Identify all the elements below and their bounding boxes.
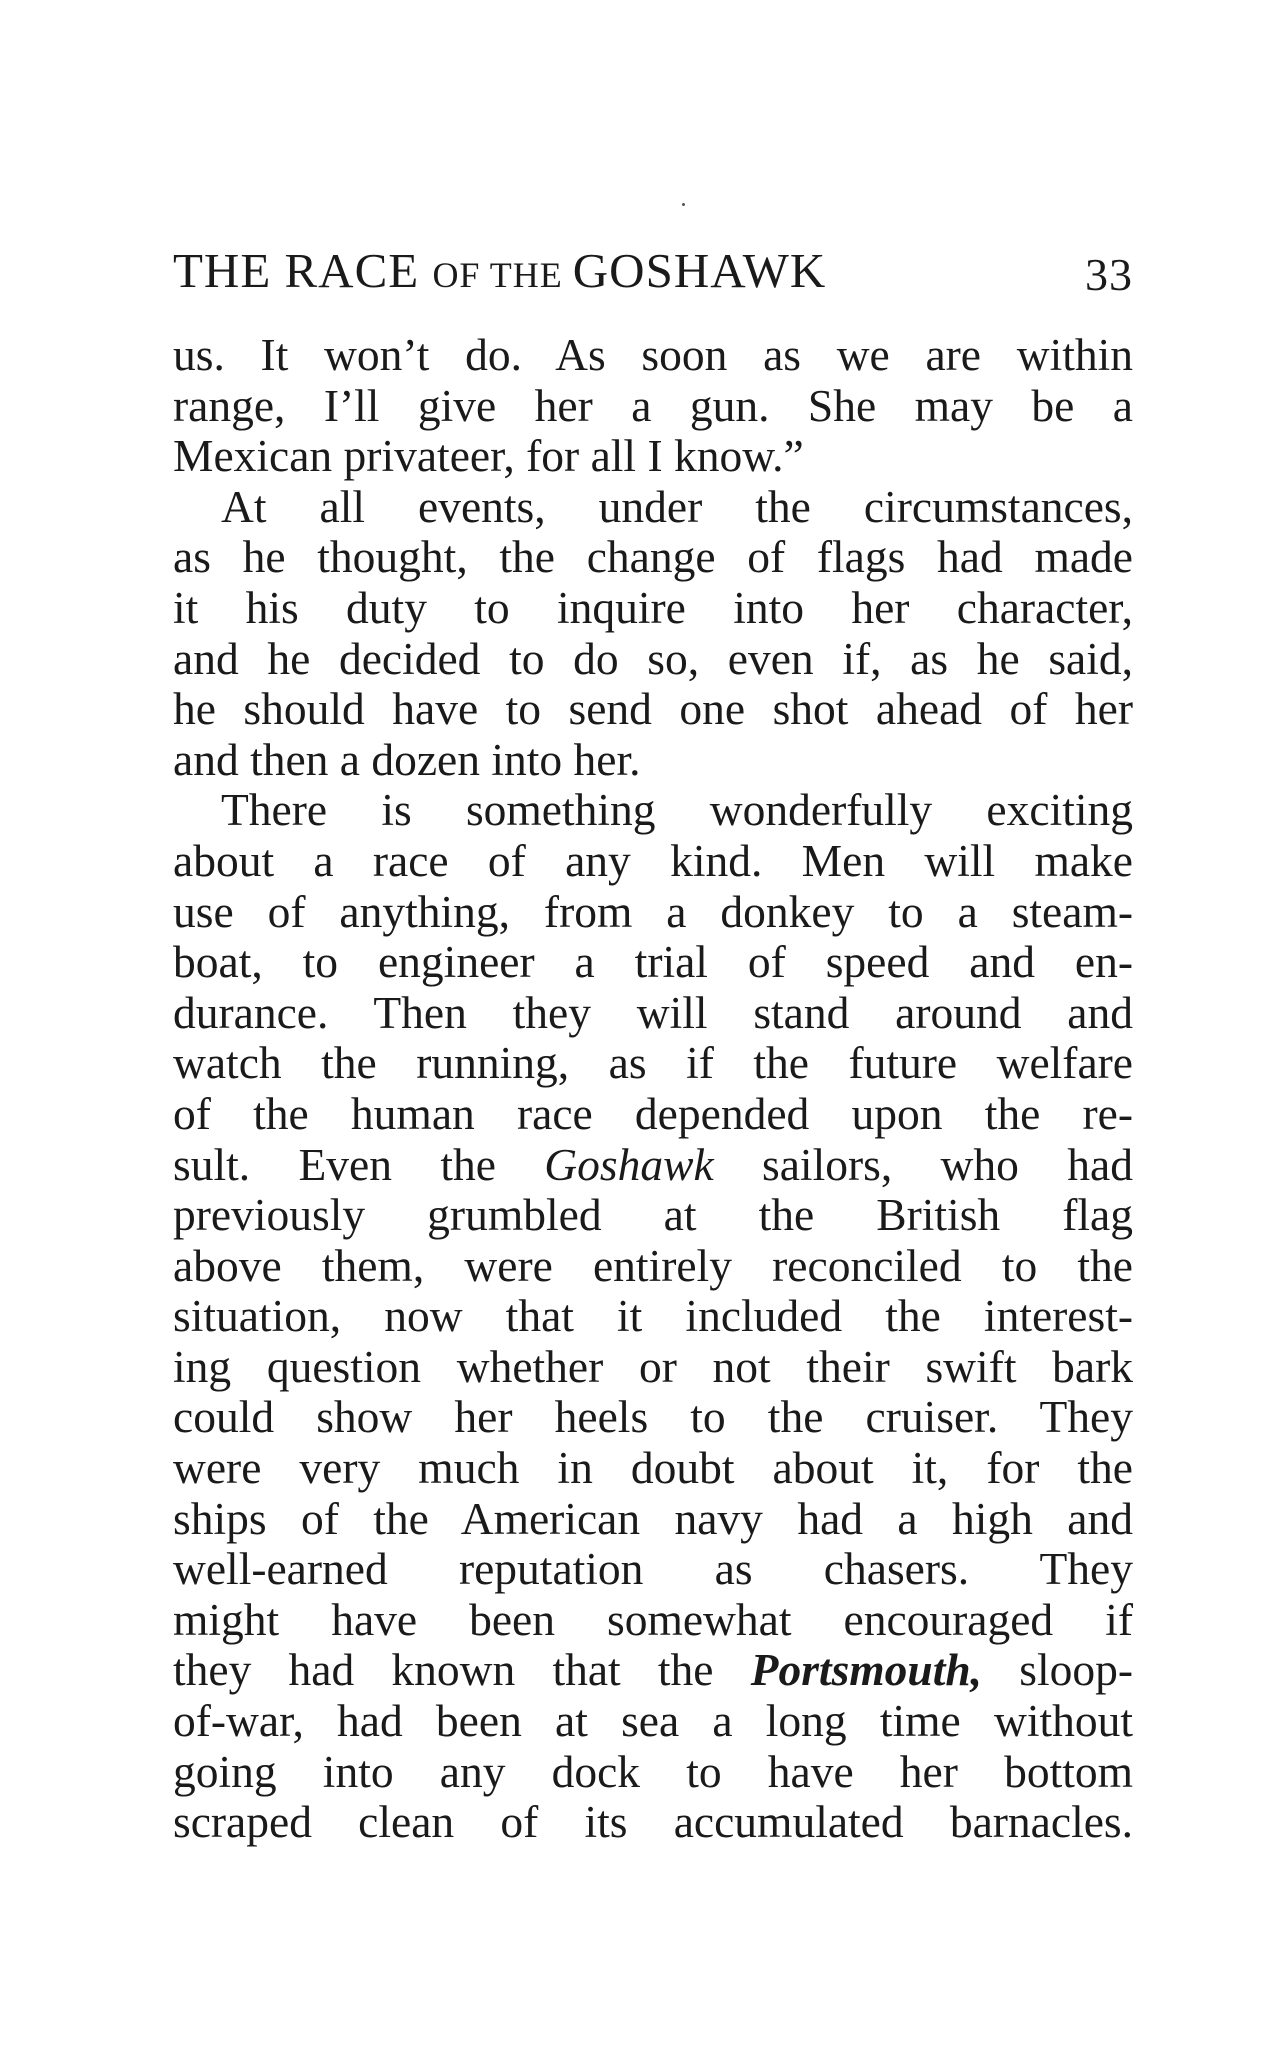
running-title-small-caps: OF THE (432, 255, 573, 295)
text-line: ing question whether or not their swift bark (173, 1340, 1133, 1392)
text-line: it his duty to inquire into her character, (173, 581, 1133, 633)
text-line: us. It won’t do. As soon as we are within (173, 329, 1133, 380)
book-page (173, 240, 1133, 1848)
text-line: ships of the American navy had a high and (173, 1492, 1133, 1544)
text-line: boat, to engineer a trial of speed and en- (173, 936, 1133, 988)
text-line: of-war, had been at sea a long time without (173, 1695, 1133, 1747)
running-title-part: THE RACE (173, 243, 433, 298)
text-line: watch the running, as if the future welfare (173, 1037, 1133, 1089)
body-text (173, 330, 1133, 1848)
text-line: going into any dock to have her bottom (173, 1745, 1133, 1797)
text-line: previously grumbled at the British flag (173, 1189, 1133, 1241)
text-line (173, 1140, 1133, 1191)
text-line (173, 1645, 1133, 1696)
text-segment: sult. Even the (173, 1138, 545, 1190)
text-line: durance. Then they will stand around and (173, 986, 1133, 1038)
ship-name-goshawk: Goshawk (544, 1138, 714, 1190)
text-line: about a race of any kind. Men will make (173, 834, 1133, 886)
text-line: might have been somewhat encouraged if (173, 1593, 1133, 1645)
text-line: of the human race depended upon the re- (173, 1087, 1133, 1139)
text-line: and then a dozen into her. (173, 733, 641, 785)
text-line: At all events, under the circumstances, (221, 480, 1133, 532)
text-line: Mexican privateer, for all I know.” (173, 430, 804, 482)
text-segment: sailors, who had (713, 1138, 1133, 1190)
text-line: as he thought, the change of flags had made (173, 531, 1133, 583)
running-title (173, 240, 826, 306)
text-line: situation, now that it included the interest- (173, 1290, 1133, 1342)
text-line: use of anything, from a donkey to a steam- (173, 885, 1133, 937)
text-line: scraped clean of its accumulated barnacles. (173, 1796, 1133, 1848)
page-number: 33 (1085, 249, 1133, 300)
text-segment: sloop- (982, 1644, 1133, 1696)
text-line: well-earned reputation as chasers. They (173, 1543, 1133, 1595)
text-line: range, I’ll give her a gun. She may be a (173, 379, 1133, 431)
text-line: and he decided to do so, even if, as he said, (173, 632, 1133, 684)
text-line: were very much in doubt about it, for the (173, 1442, 1133, 1494)
running-title-part: GOSHAWK (572, 243, 827, 298)
ship-name-portsmouth: Portsmouth, (750, 1644, 983, 1696)
running-head (173, 240, 1133, 302)
text-segment: they had known that the (173, 1644, 751, 1696)
text-line: above them, were entirely reconciled to the (173, 1239, 1133, 1291)
text-line: could show her heels to the cruiser. They (173, 1391, 1133, 1443)
text-line: There is something wonderfully exciting (221, 784, 1133, 836)
text-line: he should have to send one shot ahead of her (173, 683, 1133, 735)
stray-mark (682, 203, 685, 206)
